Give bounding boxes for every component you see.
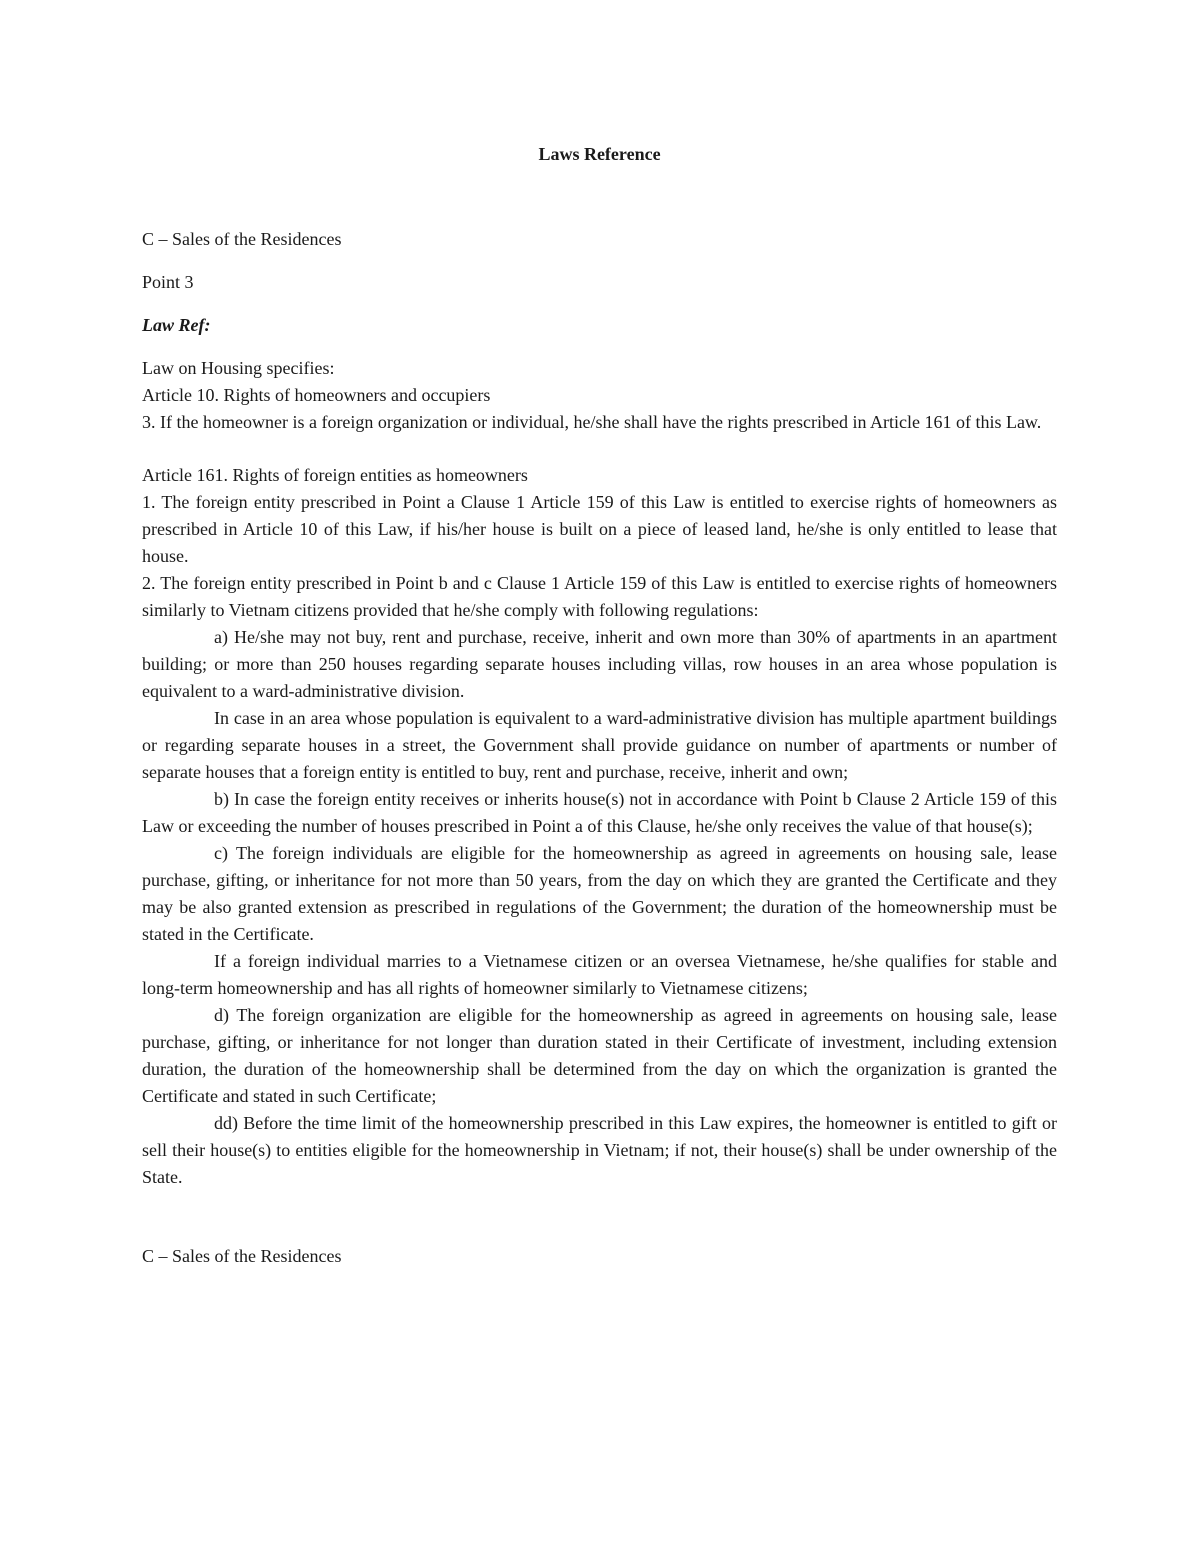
article-10-clause-3: 3. If the homeowner is a foreign organization or individual, he/she shall have the rights prescribed in Article 161 of this Law. — [142, 412, 1042, 432]
article-10-title: Article 10. Rights of homeowners and occupiers — [142, 385, 491, 405]
point-label: Point 3 — [142, 272, 194, 292]
page-title: Laws Reference — [538, 144, 661, 164]
spacer — [142, 296, 1057, 312]
spacer — [142, 1191, 1057, 1243]
spacer — [142, 436, 1057, 462]
section-heading: C – Sales of the Residences — [142, 229, 342, 249]
point-c-continued: If a foreign individual marries to a Vietnamese citizen or an oversea Vietnamese, he/she qualifies for stable and long-term homeownership and has all rights of homeowner similarly to Vietnamese citizens; — [142, 951, 1057, 998]
point-a-continued: In case in an area whose population is equivalent to a ward-administrative division has multiple apartment buildings or regarding separate houses in a street, the Government shall provide guidance on number of apartments or number of separate houses that a foreign entity is entitled to buy, rent and purchase, receive, inherit and own; — [142, 708, 1057, 782]
spacer — [142, 339, 1057, 355]
law-ref-label: Law Ref: — [142, 315, 211, 335]
article-161-clause-2: 2. The foreign entity prescribed in Point b and c Clause 1 Article 159 of this Law is entitled to exercise rights of homeowners similarly to Vietnam citizens provided that he/she comply with following regulations: — [142, 573, 1057, 620]
spacer — [142, 253, 1057, 269]
point-d: d) The foreign organization are eligible for the homeownership as agreed in agreements on housing sale, lease purchase, gifting, or inheritance for not longer than duration stated in their Certificate of investment, including extension duration, the duration of the homeownership shall be determined from the day on which the organization is granted the Certificate and stated in such Certificate; — [142, 1005, 1057, 1106]
point-a: a) He/she may not buy, rent and purchase, receive, inherit and own more than 30% of apartments in an apartment building; or more than 250 houses regarding separate houses including villas, row houses in an area whose population is equivalent to a ward-administrative division. — [142, 627, 1057, 701]
article-161-title: Article 161. Rights of foreign entities as homeowners — [142, 465, 528, 485]
intro-text: Law on Housing specifies: — [142, 358, 335, 378]
spacer — [142, 168, 1057, 226]
document-body — [142, 140, 1057, 1270]
point-dd: dd) Before the time limit of the homeownership prescribed in this Law expires, the homeowner is entitled to gift or sell their house(s) to entities eligible for the homeownership in Vietnam; if not, their house(s) shall be under ownership of the State. — [142, 1113, 1057, 1187]
point-c: c) The foreign individuals are eligible for the homeownership as agreed in agreements on housing sale, lease purchase, gifting, or inheritance for not more than 50 years, from the day on which they are granted the Certificate and they may be also granted extension as prescribed in regulations of the Government; the duration of the homeownership must be stated in the Certificate. — [142, 843, 1057, 944]
footer-section-heading: C – Sales of the Residences — [142, 1246, 342, 1266]
article-161-clause-1: 1. The foreign entity prescribed in Point a Clause 1 Article 159 of this Law is entitled to exercise rights of homeowners as prescribed in Article 10 of this Law, if his/her house is built on a piece of leased land, he/she is only entitled to lease that house. — [142, 492, 1057, 566]
point-b: b) In case the foreign entity receives or inherits house(s) not in accordance with Point b Clause 2 Article 159 of this Law or exceeding the number of houses prescribed in Point a of this Clause, he/she only receives the value of that house(s); — [142, 789, 1057, 836]
